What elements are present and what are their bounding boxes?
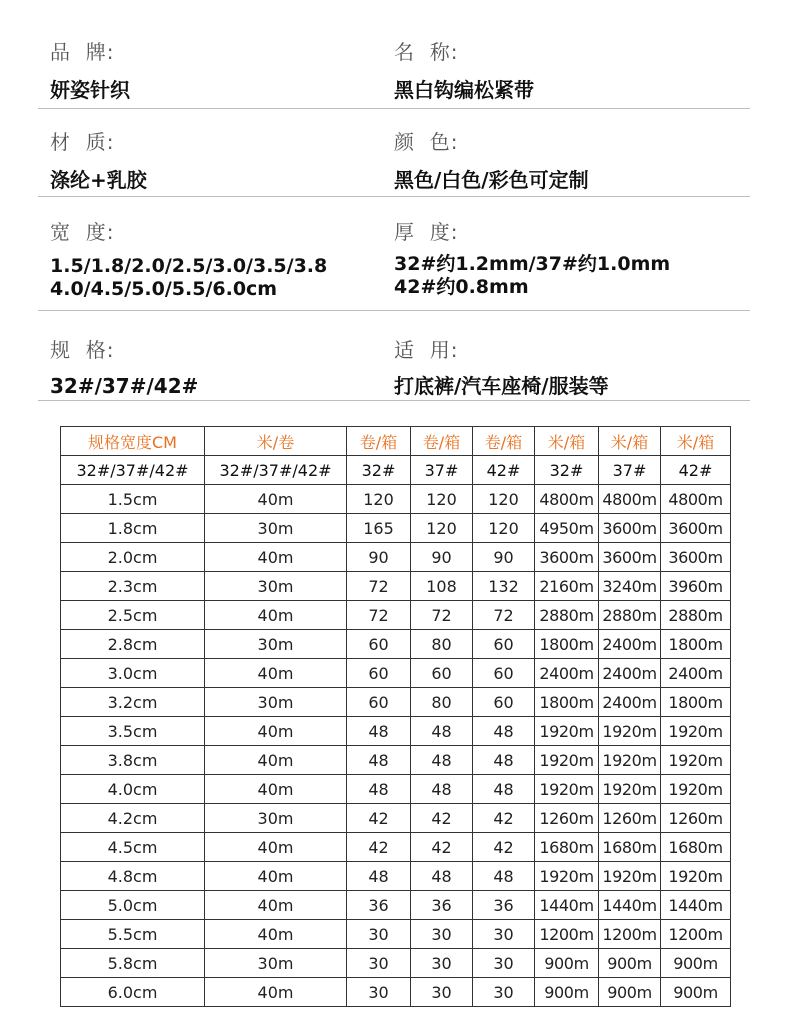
table-cell: 120 — [411, 514, 473, 543]
table-cell: 132 — [473, 572, 535, 601]
spec-name-label: 名 称: — [394, 40, 459, 64]
table-subheader-cell: 32# — [347, 456, 411, 485]
table-row — [61, 485, 731, 514]
table-cell: 2880m — [599, 601, 661, 630]
table-row — [61, 862, 731, 891]
table-cell: 42 — [347, 833, 411, 862]
table-cell: 40m — [205, 833, 347, 862]
spec-material-value: 涤纶+乳胶 — [50, 168, 147, 192]
table-cell: 30m — [205, 514, 347, 543]
table-cell: 60 — [473, 630, 535, 659]
table-cell: 30 — [411, 978, 473, 1007]
table-row — [61, 572, 731, 601]
table-cell: 1920m — [535, 862, 599, 891]
spec-material — [50, 126, 147, 193]
table-row — [61, 775, 731, 804]
table-cell: 1440m — [535, 891, 599, 920]
table-cell: 1800m — [535, 630, 599, 659]
table-cell: 2.0cm — [61, 543, 205, 572]
spec-brand-label: 品 牌: — [50, 40, 115, 64]
spec-usage-value: 打底裤/汽车座椅/服装等 — [394, 374, 609, 398]
table-cell: 60 — [347, 688, 411, 717]
table-header-cell: 米/箱 — [661, 427, 731, 456]
table-cell: 2400m — [535, 659, 599, 688]
table-cell: 1680m — [599, 833, 661, 862]
table-cell: 60 — [347, 659, 411, 688]
table-cell: 30 — [473, 920, 535, 949]
spec-usage — [394, 334, 609, 399]
table-cell: 30m — [205, 949, 347, 978]
table-cell: 900m — [599, 978, 661, 1007]
table-cell: 48 — [411, 775, 473, 804]
spec-width-value-line1: 1.5/1.8/2.0/2.5/3.0/3.5/3.8 — [50, 255, 328, 277]
divider — [38, 400, 750, 401]
table-cell: 72 — [411, 601, 473, 630]
spec-spec — [50, 334, 198, 399]
table-cell: 120 — [347, 485, 411, 514]
table-cell: 2880m — [535, 601, 599, 630]
table-cell: 1.5cm — [61, 485, 205, 514]
table-cell: 1200m — [661, 920, 731, 949]
table-cell: 40m — [205, 775, 347, 804]
spec-thickness-value-line2: 42#约0.8mm — [394, 276, 529, 298]
table-cell: 1680m — [535, 833, 599, 862]
table-cell: 900m — [535, 949, 599, 978]
table-cell: 1920m — [599, 717, 661, 746]
table-cell: 30 — [411, 949, 473, 978]
table-cell: 4.2cm — [61, 804, 205, 833]
spec-name-value: 黑白钩编松紧带 — [394, 78, 534, 102]
table-cell: 30 — [347, 920, 411, 949]
table-header-row-sizes — [61, 456, 731, 485]
table-cell: 120 — [473, 485, 535, 514]
table-cell: 40m — [205, 978, 347, 1007]
table-row — [61, 659, 731, 688]
spec-width — [50, 216, 327, 301]
table-cell: 1920m — [535, 746, 599, 775]
table-cell: 2400m — [661, 659, 731, 688]
spec-name — [394, 36, 534, 103]
table-cell: 30m — [205, 688, 347, 717]
table-cell: 30 — [347, 949, 411, 978]
table-cell: 900m — [599, 949, 661, 978]
table-subheader-cell: 32#/37#/42# — [61, 456, 205, 485]
table-cell: 1920m — [535, 717, 599, 746]
table-cell: 48 — [347, 862, 411, 891]
divider — [38, 310, 750, 311]
table-subheader-cell: 42# — [661, 456, 731, 485]
table-subheader-cell: 37# — [411, 456, 473, 485]
table-cell: 5.5cm — [61, 920, 205, 949]
table-cell: 3.8cm — [61, 746, 205, 775]
table-cell: 1260m — [535, 804, 599, 833]
table-cell: 48 — [473, 862, 535, 891]
table-header-cell: 卷/箱 — [347, 427, 411, 456]
table-cell: 108 — [411, 572, 473, 601]
table-cell: 40m — [205, 746, 347, 775]
spec-width-label: 宽 度: — [50, 220, 115, 244]
table-cell: 60 — [473, 659, 535, 688]
spec-spec-label: 规 格: — [50, 338, 115, 362]
table-cell: 3600m — [535, 543, 599, 572]
table-cell: 48 — [411, 746, 473, 775]
table-cell: 3.5cm — [61, 717, 205, 746]
table-cell: 42 — [473, 804, 535, 833]
table-cell: 2400m — [599, 659, 661, 688]
table-cell: 1920m — [599, 862, 661, 891]
table-cell: 3240m — [599, 572, 661, 601]
table-cell: 1440m — [661, 891, 731, 920]
table-cell: 4.0cm — [61, 775, 205, 804]
table-cell: 36 — [411, 891, 473, 920]
table-cell: 42 — [347, 804, 411, 833]
table-cell: 48 — [473, 775, 535, 804]
table-cell: 80 — [411, 688, 473, 717]
table-row — [61, 833, 731, 862]
table-cell: 2160m — [535, 572, 599, 601]
table-cell: 900m — [661, 978, 731, 1007]
table-cell: 1800m — [535, 688, 599, 717]
table-header-cell: 规格宽度CM — [61, 427, 205, 456]
table-cell: 36 — [473, 891, 535, 920]
table-cell: 5.8cm — [61, 949, 205, 978]
table-cell: 1800m — [661, 630, 731, 659]
table-row — [61, 601, 731, 630]
table-cell: 120 — [473, 514, 535, 543]
table-cell: 4800m — [535, 485, 599, 514]
table-cell: 1800m — [661, 688, 731, 717]
table-cell: 40m — [205, 659, 347, 688]
table-cell: 72 — [473, 601, 535, 630]
table-cell: 3960m — [661, 572, 731, 601]
table-cell: 40m — [205, 862, 347, 891]
table-cell: 60 — [347, 630, 411, 659]
table-row — [61, 717, 731, 746]
table-cell: 42 — [473, 833, 535, 862]
table-cell: 1920m — [661, 775, 731, 804]
table-cell: 900m — [535, 978, 599, 1007]
table-cell: 3600m — [599, 543, 661, 572]
table-header-cell: 米/箱 — [599, 427, 661, 456]
spec-brand-value: 妍姿针织 — [50, 78, 130, 102]
table-row — [61, 804, 731, 833]
table-cell: 30 — [473, 949, 535, 978]
table-header-cell: 卷/箱 — [411, 427, 473, 456]
table-cell: 4800m — [599, 485, 661, 514]
table-cell: 90 — [473, 543, 535, 572]
table-cell: 1920m — [661, 862, 731, 891]
table-row — [61, 514, 731, 543]
table-cell: 40m — [205, 920, 347, 949]
table-body — [61, 485, 731, 1007]
spec-spec-value: 32#/37#/42# — [50, 374, 199, 398]
table-cell: 42 — [411, 804, 473, 833]
table-row — [61, 920, 731, 949]
table-row — [61, 949, 731, 978]
divider — [38, 196, 750, 197]
table-row — [61, 543, 731, 572]
table-cell: 2400m — [599, 688, 661, 717]
table-cell: 30m — [205, 804, 347, 833]
table-cell: 90 — [411, 543, 473, 572]
table-header-cell: 米/卷 — [205, 427, 347, 456]
table-cell: 48 — [347, 717, 411, 746]
table-cell: 5.0cm — [61, 891, 205, 920]
table-cell: 1200m — [535, 920, 599, 949]
spec-width-value-line2: 4.0/4.5/5.0/5.5/6.0cm — [50, 278, 278, 300]
table-cell: 2400m — [599, 630, 661, 659]
table-cell: 60 — [411, 659, 473, 688]
table-row — [61, 746, 731, 775]
table-cell: 30 — [473, 978, 535, 1007]
table-cell: 120 — [411, 485, 473, 514]
table-cell: 42 — [411, 833, 473, 862]
spec-thickness-value-line1: 32#约1.2mm/37#约1.0mm — [394, 253, 671, 275]
table-cell: 48 — [347, 746, 411, 775]
table-cell: 4.5cm — [61, 833, 205, 862]
table-subheader-cell: 42# — [473, 456, 535, 485]
spec-table — [60, 426, 731, 1007]
table-cell: 1440m — [599, 891, 661, 920]
table-cell: 4.8cm — [61, 862, 205, 891]
table-cell: 2880m — [661, 601, 731, 630]
table-subheader-cell: 37# — [599, 456, 661, 485]
spec-usage-label: 适 用: — [394, 338, 459, 362]
table-cell: 2.8cm — [61, 630, 205, 659]
table-cell: 40m — [205, 601, 347, 630]
spec-thickness — [394, 216, 670, 299]
table-cell: 1260m — [599, 804, 661, 833]
table-cell: 30 — [411, 920, 473, 949]
table-cell: 1200m — [599, 920, 661, 949]
table-cell: 2.5cm — [61, 601, 205, 630]
table-cell: 40m — [205, 891, 347, 920]
table-cell: 30m — [205, 630, 347, 659]
table-cell: 165 — [347, 514, 411, 543]
table-header-row-units — [61, 427, 731, 456]
table-cell: 40m — [205, 485, 347, 514]
table-subheader-cell: 32#/37#/42# — [205, 456, 347, 485]
table-cell: 1260m — [661, 804, 731, 833]
table-cell: 72 — [347, 572, 411, 601]
table-cell: 36 — [347, 891, 411, 920]
table-row — [61, 891, 731, 920]
table-header-cell: 米/箱 — [535, 427, 599, 456]
table-cell: 4800m — [661, 485, 731, 514]
table-cell: 72 — [347, 601, 411, 630]
spec-thickness-label: 厚 度: — [394, 220, 459, 244]
spec-color-value: 黑色/白色/彩色可定制 — [394, 168, 589, 192]
table-cell: 30 — [347, 978, 411, 1007]
table-cell: 40m — [205, 717, 347, 746]
table-cell: 1920m — [599, 775, 661, 804]
table-cell: 1920m — [661, 717, 731, 746]
spec-material-label: 材 质: — [50, 130, 115, 154]
table-subheader-cell: 32# — [535, 456, 599, 485]
spec-brand — [50, 36, 130, 103]
table-cell: 900m — [661, 949, 731, 978]
table-cell: 4950m — [535, 514, 599, 543]
table-cell: 30m — [205, 572, 347, 601]
table-cell: 1680m — [661, 833, 731, 862]
table-cell: 3.0cm — [61, 659, 205, 688]
table-cell: 3600m — [661, 543, 731, 572]
table-cell: 3600m — [599, 514, 661, 543]
table-cell: 1920m — [599, 746, 661, 775]
table-header-cell: 卷/箱 — [473, 427, 535, 456]
table-cell: 48 — [347, 775, 411, 804]
table-cell: 48 — [473, 717, 535, 746]
table-row — [61, 978, 731, 1007]
table-cell: 90 — [347, 543, 411, 572]
table-cell: 6.0cm — [61, 978, 205, 1007]
spec-color — [394, 126, 589, 193]
table-cell: 80 — [411, 630, 473, 659]
table-cell: 1920m — [661, 746, 731, 775]
table-cell: 48 — [411, 862, 473, 891]
table-cell: 3.2cm — [61, 688, 205, 717]
divider — [38, 108, 750, 109]
table-row — [61, 688, 731, 717]
table-row — [61, 630, 731, 659]
table-cell: 2.3cm — [61, 572, 205, 601]
spec-color-label: 颜 色: — [394, 130, 459, 154]
table-cell: 40m — [205, 543, 347, 572]
table-cell: 3600m — [661, 514, 731, 543]
table-cell: 48 — [473, 746, 535, 775]
table-cell: 1920m — [535, 775, 599, 804]
table-cell: 60 — [473, 688, 535, 717]
table-cell: 1.8cm — [61, 514, 205, 543]
table-cell: 48 — [411, 717, 473, 746]
